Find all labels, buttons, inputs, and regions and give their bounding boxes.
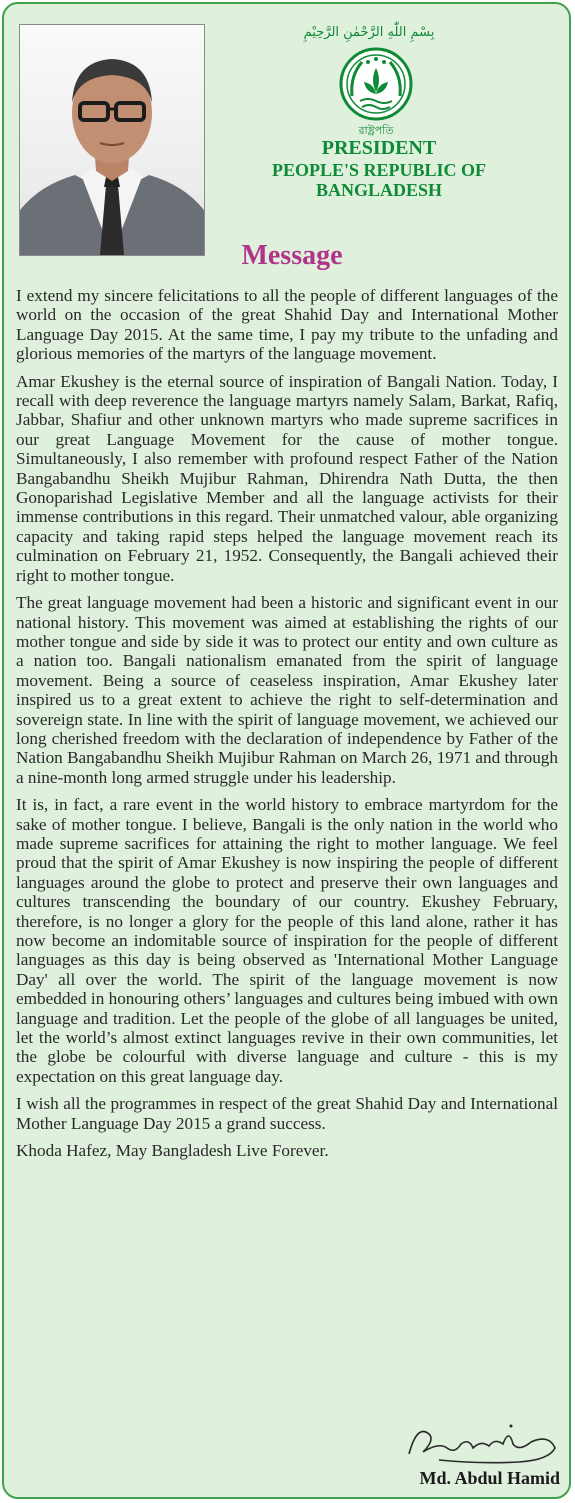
handwritten-signature bbox=[399, 1414, 559, 1474]
paragraph: Khoda Hafez, May Bangladesh Live Forever. bbox=[16, 1141, 329, 1161]
svg-text:রাষ্ট্রপতি: রাষ্ট্রপতি bbox=[358, 124, 394, 137]
message-heading: Message bbox=[241, 240, 343, 271]
paragraph: It is, in fact, a rare event in the world history to embrace martyrdom for the sake of mother tongue. I believe, Bangali is the only nation in the world who made supreme sacrifices for attaining the right to mother language. We feel proud that the spirit of Amar Ekushey is now inspiring the people of different languages around the globe to protect and preserve their own languages and cultures transcending the boundary of our country. Ekushey February, therefore, is no longer a glory for the people of this land alone, rather it has now become an indomitable source of inspiration for the people of different languages as this day is being observed as 'International Mother Language Day' all over the world. The spirit of the language movement is now embedded in honouring others’ languages and cultures being imbued with own language and tradition. Let the people of the globe of all languages be united, let the world’s almost extinct languages revive in their own communities, let the globe be colourful with diverse language and culture - this is my expectation on this great language day. bbox=[16, 795, 558, 1086]
country-name: PEOPLE'S REPUBLIC OF BANGLADESH bbox=[271, 160, 487, 200]
bismillah-calligraphy bbox=[289, 16, 449, 44]
office-header bbox=[249, 138, 509, 200]
svg-text:بِسْمِ اللّٰهِ الرَّحْمٰنِ الر: بِسْمِ اللّٰهِ الرَّحْمٰنِ الرَّحِيْمِ bbox=[303, 25, 435, 40]
message-card bbox=[2, 2, 571, 1499]
president-portrait bbox=[19, 24, 205, 256]
president-title: PRESIDENT bbox=[321, 137, 437, 159]
paragraph: I extend my sincere felicitations to all the people of different languages of the world on the occasion of the great Shahid Day and International Mother Language Day 2015. At the same time, I pay my tribute to the unfading and glorious memories of the martyrs of the language movement. bbox=[16, 286, 558, 364]
paragraph: I wish all the programmes in respect of the great Shahid Day and International Mother Language Day 2015 a grand success. bbox=[16, 1094, 558, 1133]
signatory-name: Md. Abdul Hamid bbox=[419, 1468, 560, 1488]
message-body bbox=[16, 286, 558, 1168]
paragraph: Amar Ekushey is the eternal source of inspiration of Bangali Nation. Today, I recall with deep reverence the language martyrs namely Salam, Barkat, Rafiq, Jabbar, Shafiur and other unknown martyrs who made supreme sacrifices in our great Language Movement for the cause of mother tongue. Simultaneously, I also remember with profound respect Father of the Nation Bangabandhu Sheikh Mujibur Rahman, Dhirendra Nath Dutta, the then Gonoparishad Legislative Member and all the language activists for their immense contributions in this regard. Their unmatched valour, able organizing capacity and taking rapid steps helped the language movement reach its culmination on February 21, 1952. Consequently, the Bangali achieved their right to mother tongue. bbox=[16, 371, 558, 585]
paragraph: The great language movement had been a historic and significant event in our national history. This movement was aimed at establishing the rights of our mother tongue and side by side it was to protect our entity and own culture as a nation too. Bangali nationalism emanated from the spirit of language movement. Being a source of ceaseless inspiration, Amar Ekushey later inspired us to a great extent to achieve the right to self-determination and sovereign state. In line with the spirit of language movement, we achieved our long cherished freedom with the declaration of independence by Father of the Nation Bangabandhu Sheikh Mujibur Rahman on March 26, 1971 and through a nine-month long armed struggle under his leadership. bbox=[16, 593, 558, 787]
national-emblem-icon bbox=[336, 46, 416, 138]
